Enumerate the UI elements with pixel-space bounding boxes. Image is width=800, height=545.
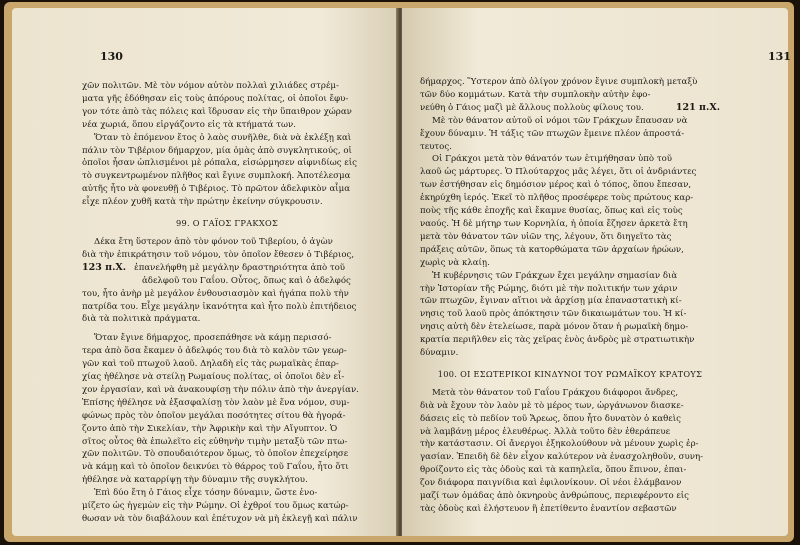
text-line: νησις αὐτὴ δὲν ἐτελείωσε, παρὰ μόνον ὅταν ἡ ρωμαϊκὴ δημο- [420,322,689,333]
text-line: διὰ τὴν ἐπικράτησιν τοῦ νόμου, τὸν ὁποῖον ἔθεσεν ὁ Τιβέριος, [82,249,355,260]
text-line: νεύθη ὁ Γάιος μαζὶ μὲ ἄλλους πολλοὺς φίλους του. [420,102,644,113]
text-line: δήμαρχος. Ὕστερον ἀπὸ ὀλίγον χρόνον ἔγινε συμπλοκὴ μεταξὺ [420,77,698,87]
text-line: πράξεις αὐτῶν, ὅπως τὰ κατορθώματα τῶν ἀρχαίων ἡρώων, [420,244,684,255]
text-line: ἐπανελήφθη μὲ μεγάλην δραστηριότητα ἀπὸ τοῦ [134,262,346,273]
text-line: τὴν Ἱστορίαν τῆς Ρώμης, διότι μὲ τὴν πολιτικήν των χάριν [420,283,678,294]
margin-year-row [82,262,372,275]
text-line: νὰ λαμβάνῃ μέρος ἐλευθέρως. Ἀλλὰ τοῦτο δὲν ἐθεράπευε [420,426,671,437]
text-line: σῖτος οὗτος θὰ ἐπωλεῖτο εἰς εὐθηνὴν τιμὴν μεταξὺ τῶν πτω- [82,436,348,447]
text-line: χον ἐργασίαν, καὶ νὰ ἀνακουφίσῃ τὴν πόλιν ἀπὸ τὴν ἀνεργίαν. [82,384,359,395]
text-line: τῶν πτωχῶν, ἔγιναν αἴτιοι νὰ ἀρχίσῃ μία ἐπαναστατικὴ κί- [420,296,682,307]
text-line: ματα γῆς ἐδόθησαν εἰς τοὺς ἀπόρους πολίτας, οἱ ὁποῖοι ἔφυ- [82,93,349,104]
text-line: Δέκα ἔτη ὕστερον ἀπὸ τὸν φόνον τοῦ Τιβερίου, ὁ ἀγὼν [94,236,333,247]
text-line: νὰ κάμῃ καὶ τὸ ὁποῖον δεικνύει τὸ θάρρος τοῦ Γαΐου, ἦτο ὅτι [82,462,349,473]
text-line: Ὅταν τὸ ἑπόμενον ἔτος ὁ λαὸς συνῆλθε, διὰ νὰ ἐκλέξῃ καὶ [94,132,352,143]
text-line: τερα ἀπὸ ὅσα ἔκαμεν ὁ ἀδελφός του διὰ τὸ καλὸν τῶν γεωρ- [82,346,347,357]
text-line: αὐτῆς ἦτο νὰ φονευθῇ ὁ Τιβέριος. Τὸ πρῶτον ἀδελφικὸν αἷμα [82,184,351,195]
text-line: κρατία περιῆλθεν εἰς τὰς χεῖρας ἑνὸς ἀνδρὸς μὲ στρατιωτικὴν [420,335,695,346]
margin-year-row [420,102,720,115]
text-line: μετὰ τὸν θάνατον τῶν υἱῶν της, λέγουν, ὅτι διηγεῖτο τὰς [420,231,672,242]
text-line: Μετὰ τὸν θάνατον τοῦ Γαΐου Γράκχου διάφοροι ἄνδρες, [432,387,679,398]
text-line: ναούς. Ἡ δὲ μήτηρ των Κορνηλία, ἡ ὁποία ἔζησεν ἀρκετὰ ἔτη [420,218,688,229]
text-line: ζον διάφορα παιγνίδια καὶ ἐφιλονίκουν. Οἱ νέοι ἐλάμβανον [420,478,682,489]
left-page [12,8,398,536]
text-line: πάλιν τὸν Τιβέριον δήμαρχον, μία ὁμὰς ἀπὸ συγκλητικούς, οἱ [82,145,352,156]
text-line: γασίαν. Ἐπειδὴ δὲ δὲν εἶχον καλύτερον νὰ ἐνασχοληθοῦν, συνη- [420,452,704,463]
left-page-text [82,80,372,526]
text-line: του, ἦτο ἀνὴρ μὲ μεγάλον ἐνθουσιασμὸν καὶ ἠγάπα πολὺ τὴν [82,288,349,299]
text-line: ἔχουν δύναμιν. Ἡ τάξις τῶν πτωχῶν ἔμεινε πλέον ἀπροστά- [420,128,685,139]
text-line: γῶν καὶ τοῦ πτωχοῦ λαοῦ. Δηλαδὴ εἰς τὰς ρωμαϊκὰς ἐπαρ- [82,359,339,370]
text-line: τευτος. [420,141,452,152]
page-number: 130 [100,50,123,63]
text-line: ἠθέλησε νὰ καταρρίψῃ τὴν δύναμιν τῆς συγκλήτου. [82,475,308,486]
text-line: εἶχε πλέον χυθῆ κατὰ τὴν πρώτην ἐκείνην σύγκρουσιν. [82,197,323,208]
text-line: τὸ συγκεντρωμένον πλῆθος καὶ ἔγινε συμπλοκή. Ἀποτέλεσμα [82,171,351,182]
text-line: Ἐπίσης ἠθέλησε νὰ ἐξασφαλίσῃ τὸν λαὸν μὲ ἕνα νόμον, συμ- [82,397,350,408]
text-line: χίας ἠθέλησε νὰ στείλῃ Ρωμαίους πολίτας, οἱ ὁποῖοι δὲν εἶ- [82,372,345,383]
book [4,2,794,542]
section-title: 100. ΟΙ ΕΣΩΤΕΡΙΚΟΙ ΚΙΝΔΥΝΟΙ ΤΟΥ ΡΩΜΑΪΚΟΥ ΚΡΑΤΟΥΣ [437,368,703,379]
text-line: ὁποῖοι ἦσαν ὡπλισμένοι μὲ ρόπαλα, εἰσώρμησεν αἰφνιδίως εἰς [82,158,357,169]
text-line: ἀδελφοῦ του Γαΐου. Οὗτος, ὅπως καὶ ὁ ἀδελφός [142,275,351,286]
right-page [402,8,791,536]
year-marker: 123 π.Χ. [82,261,127,273]
text-line: μαζί των ὁμάδας ἀπὸ ὀκνηροὺς ἀνθρώπους, περιεφέροντο εἰς [420,491,689,502]
text-line: διὰ τὰ πολιτικὰ πράγματα. [82,314,201,325]
text-line: χῶν πολιτῶν. Μὲ τὸν νόμον αὐτὸν πολλαὶ χιλιάδες στρέμ- [82,81,339,91]
text-line: Ὅταν ἔγινε δήμαρχος, προσεπάθησε νὰ κάμῃ περισσό- [94,333,332,344]
text-line: Οἱ Γράκχοι μετὰ τὸν θάνατόν των ἐτιμήθησαν ὑπὸ τοῦ [432,154,672,165]
text-line: μίζετο ὡς ἡγεμὼν εἰς τὴν Ρώμην. Οἱ ἐχθροί του ὅμως κατώρ- [82,501,349,512]
text-line: Ἡ κυβέρνησις τῶν Γράκχων ἔχει μεγάλην σημασίαν διὰ [432,270,678,281]
text-line: νέα χωριά, ὅπου εἰργάζοντο εἰς τὰ κτήματά των. [82,119,296,130]
text-line: λαοῦ ὡς μάρτυρες. Ὁ Πλούταρχος μᾶς λέγει, ὅτι οἱ ἀνδριάντες [420,167,697,178]
text-line: Ἐπὶ δύο ἔτη ὁ Γάιος εἶχε τόσην δύναμιν, ὥστε ἐνο- [94,488,318,499]
text-line: νησις τοῦ λαοῦ πρὸς ἀπόκτησιν τῶν δικαιωμάτων του. Ἡ κί- [420,309,687,320]
right-page-text [420,76,720,516]
text-line: των ἐστήθησαν εἰς δημόσιον μέρος καὶ ὁ τόπος, ὅπου ἔπεσαν, [420,180,692,191]
text-line: τὰς ὁδοὺς καὶ ἐλήστευον ἢ ἐπετίθεντο ἐναντίον σεβαστῶν [420,504,677,514]
year-marker: 121 π.Χ. [675,101,720,113]
text-line: τὴν κατάστασιν. Οἱ ἄνεργοι ἐξηκολούθουν νὰ μένουν χωρὶς ἐρ- [420,439,699,450]
text-line: θωσαν νὰ τὸν διαβάλουν καὶ ἐπέτυχον νὰ μὴ ἐκλεγῇ καὶ πάλιν [82,514,358,524]
text-line: χῶν πολιτῶν. Τὸ σπουδαιότερον ὅμως, τὸ ὁποῖον ἐπεχείρησε [82,449,349,460]
section-title: 99. Ο ΓΑΪΟΣ ΓΡΑΚΧΟΣ [175,218,279,229]
text-line: γον τότε ἀπὸ τὰς πόλεις καὶ ἵδρυσαν εἰς τὴν ὕπαιθρον χώραν [82,106,352,117]
text-line: δάσεις εἰς τὸ πεδίον τοῦ Ἄρεως, ὅπου ἦτο δυνατὸν ὁ καθεὶς [420,413,681,424]
text-line: φώνως πρὸς τὸν ὁποῖον μεγάλαι ποσότητες σίτου θὰ ἠγορά- [82,410,346,421]
page-number: 131 [768,50,791,63]
text-line: τῶν δύο κομμάτων. Κατὰ τὴν συμπλοκὴν αὐτὴν ἐφο- [420,89,651,100]
text-line: ζοντο ἀπὸ τὴν Σικελίαν, τὴν Ἀφρικὴν καὶ τὴν Αἴγυπτον. Ὁ [82,423,338,434]
text-line: δύναμιν. [420,348,459,359]
text-line: θροίζοντο εἰς τὰς ὁδοὺς καὶ τὰ καπηλεῖα, ὅπου ἔπινον, ἐπαι- [420,465,687,476]
text-line: ἐκηρύχθη ἱερός. Ἐκεῖ τὸ πλῆθος προσέφερε τοὺς πρώτους καρ- [420,193,694,204]
text-line: ποὺς τῆς κάθε ἐποχῆς καὶ ἔκαμνε θυσίας, ὅπως καὶ εἰς τοὺς [420,206,683,217]
text-line: χωρὶς νὰ κλαίῃ. [420,257,490,268]
text-line: πατρίδα του. Εἶχε μεγάλην ἱκανότητα καὶ ἦτο πολὺ ἐπιτήδειος [82,301,357,312]
text-line: διὰ νὰ ἔχουν τὸν λαὸν μὲ τὸ μέρος των, ὠργάνωνον διασκε- [420,400,684,411]
text-line: Μὲ τὸν θάνατον αὐτοῦ οἱ νόμοι τῶν Γράκχων ἔπαυσαν νὰ [432,115,688,126]
